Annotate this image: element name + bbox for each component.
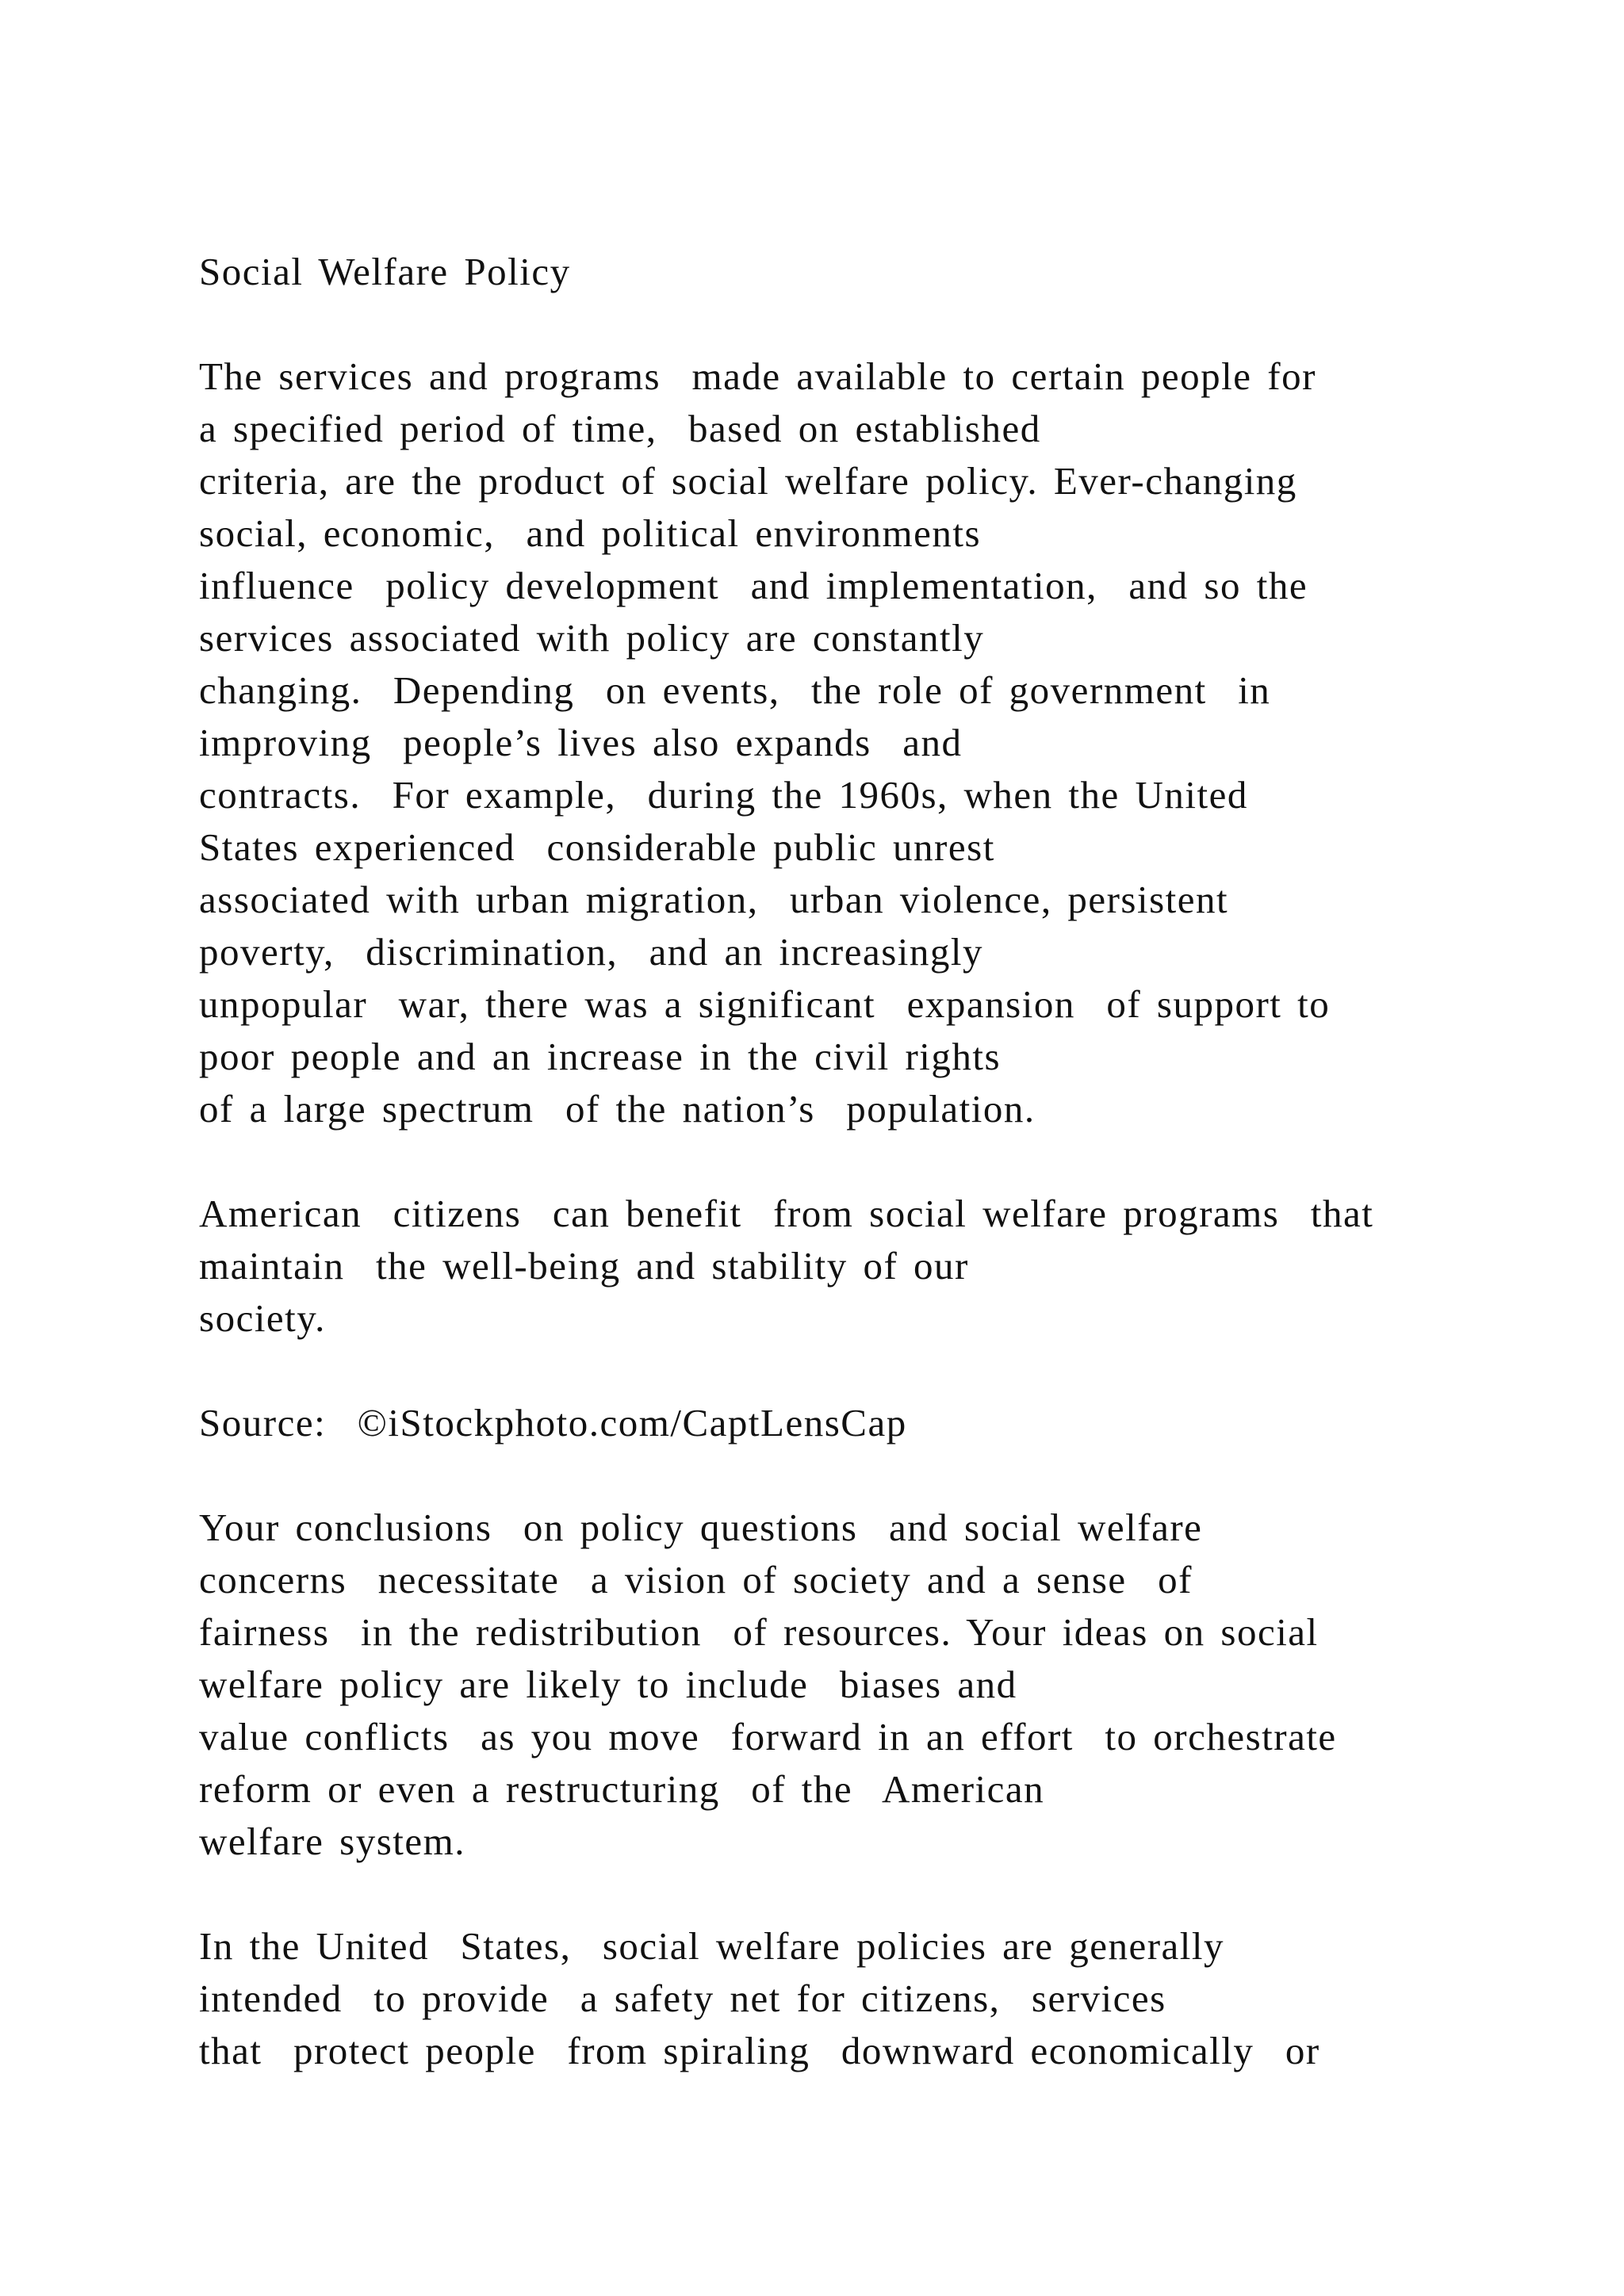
paragraph-1-line-13: unpopular war, there was a significant expansion of support to [199,982,1331,1026]
paragraph-5-line-3: that protect people from spiraling downward economically or [199,2029,1320,2072]
document-title: Social Welfare Policy [199,250,571,293]
paragraph-1-line-12: poverty, discrimination, and an increasingly [199,930,984,974]
paragraph-1-line-10: States experienced considerable public unrest [199,825,995,869]
paragraph-4-line-2: concerns necessitate a vision of society and a sense of [199,1558,1193,1601]
paragraph-1-line-7: changing. Depending on events, the role of government in [199,668,1271,712]
paragraph-1-line-6: services associated with policy are constantly [199,616,985,660]
paragraph-1-line-11: associated with urban migration, urban violence, persistent [199,878,1229,921]
image-source-credit: Source: ©iStockphoto.com/CaptLensCap [199,1401,907,1445]
paragraph-gap [199,298,1611,350]
paragraph-gap [199,1868,1611,1920]
paragraph-1-line-9: contracts. For example, during the 1960s, when the United [199,773,1248,817]
paragraph-gap [199,1135,1611,1188]
paragraph-2-line-1: American citizens can benefit from social welfare programs that [199,1192,1374,1235]
paragraph-4-line-4: welfare policy are likely to include biases and [199,1663,1017,1706]
paragraph-1-line-14: poor people and an increase in the civil rights [199,1035,1002,1078]
paragraph-1-line-1: The services and programs made available to certain people for [199,354,1316,398]
paragraph-1-line-15: of a large spectrum of the nation’s population. [199,1087,1036,1131]
paragraph-1-line-4: social, economic, and political environments [199,511,982,555]
paragraph-gap [199,1345,1611,1397]
paragraph-1-line-3: criteria, are the product of social welfare policy. Ever-changing [199,459,1297,503]
paragraph-4-line-5: value conflicts as you move forward in an effort to orchestrate [199,1715,1337,1758]
paragraph-5-line-1: In the United States, social welfare policies are generally [199,1924,1225,1968]
paragraph-gap [199,1449,1611,1502]
document-body [199,246,1611,2077]
paragraph-2-line-3: society. [199,1296,326,1340]
paragraph-1-line-2: a specified period of time, based on established [199,407,1041,450]
paragraph-1-line-8: improving people’s lives also expands and [199,721,963,764]
paragraph-4-line-7: welfare system. [199,1820,465,1863]
paragraph-4-line-3: fairness in the redistribution of resources. Your ideas on social [199,1610,1319,1654]
paragraph-5-line-2: intended to provide a safety net for citizens, services [199,1976,1166,2020]
paragraph-2-line-2: maintain the well-being and stability of our [199,1244,969,1288]
paragraph-4-line-1: Your conclusions on policy questions and social welfare [199,1506,1203,1549]
paragraph-4-line-6: reform or even a restructuring of the American [199,1767,1045,1811]
paragraph-1-line-5: influence policy development and implementation, and so the [199,564,1308,607]
